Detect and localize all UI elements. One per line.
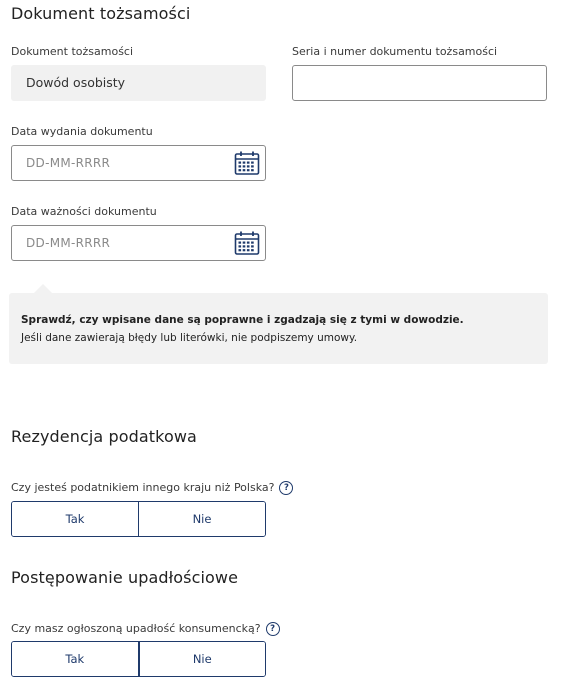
question-circle-icon[interactable]: ? — [279, 481, 293, 495]
issue-date-placeholder: DD-MM-RRRR — [26, 156, 111, 170]
bankruptcy-no-button[interactable]: Nie — [140, 642, 266, 676]
tax-heading: Rezydencja podatkowa — [11, 427, 197, 446]
expiry-date-input[interactable] — [11, 225, 266, 261]
calendar-icon[interactable] — [234, 230, 260, 256]
notice-line-2: Jeśli dane zawierają błędy lub literówki, nie podpiszemy umowy. — [21, 332, 358, 344]
series-input[interactable] — [292, 65, 547, 101]
identity-heading: Dokument tożsamości — [11, 4, 191, 23]
notice-line-1: Sprawdź, czy wpisane dane są poprawne i zgadzają się z tymi w dowodzie. — [21, 314, 464, 326]
bankruptcy-heading: Postępowanie upadłościowe — [11, 568, 239, 587]
verification-notice — [9, 293, 548, 364]
tax-question — [11, 481, 293, 495]
bankruptcy-yes-button[interactable]: Tak — [12, 642, 140, 676]
tax-residency-toggle — [11, 501, 266, 537]
series-label: Seria i numer dokumentu tożsamości — [292, 45, 498, 58]
expiry-date-label: Data ważności dokumentu — [11, 205, 157, 218]
tax-yes-button[interactable]: Tak — [12, 502, 139, 536]
bankruptcy-toggle — [11, 641, 266, 677]
tax-no-button[interactable]: Nie — [139, 502, 265, 536]
tax-question-text: Czy jesteś podatnikiem innego kraju niż Polska? — [11, 481, 275, 494]
issue-date-input[interactable] — [11, 145, 266, 181]
issue-date-label: Data wydania dokumentu — [11, 125, 153, 138]
bankruptcy-question — [11, 622, 280, 636]
expiry-date-placeholder: DD-MM-RRRR — [26, 236, 111, 250]
calendar-icon[interactable] — [234, 150, 260, 176]
doc-type-field: Dowód osobisty — [11, 65, 266, 101]
question-circle-icon[interactable]: ? — [266, 622, 280, 636]
doc-type-label: Dokument tożsamości — [11, 45, 134, 58]
bankruptcy-question-text: Czy masz ogłoszoną upadłość konsumencką? — [11, 622, 261, 635]
